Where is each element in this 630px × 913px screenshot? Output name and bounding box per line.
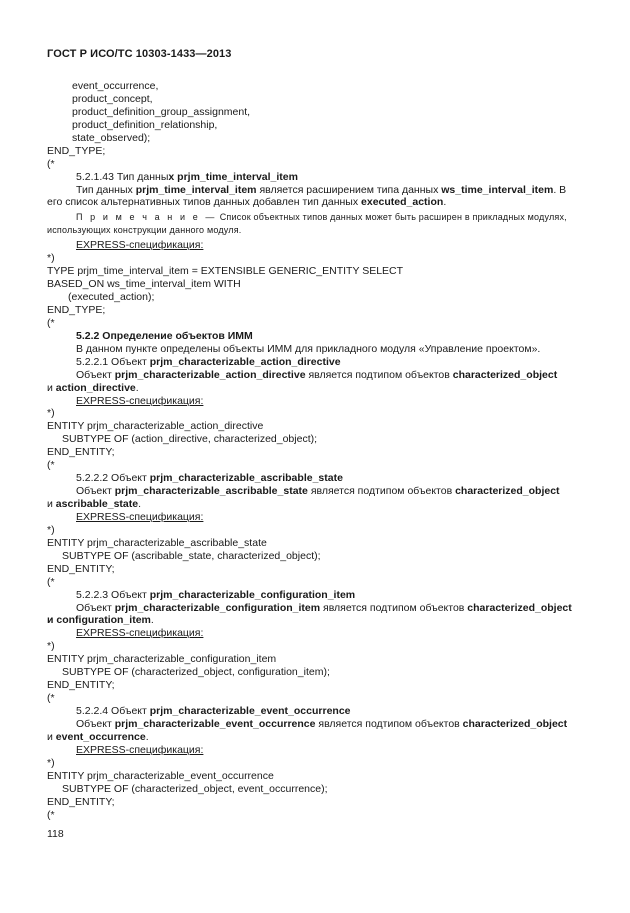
entity-description: Объект prjm_characterizable_action_directive является подтипом объектов characterized_object [76,368,558,381]
comment-open: (* [47,692,55,705]
code-line: SUBTYPE OF (ascribable_state, characterized_object); [62,549,321,562]
entity-description-cont: и event_occurrence. [47,730,149,743]
comment-open: (* [47,459,55,472]
end-type: END_TYPE; [47,144,106,157]
entity-heading: 5.2.2.2 Объект prjm_characterizable_ascribable_state [76,472,343,485]
end-entity: END_ENTITY; [47,679,115,692]
entity-description: Объект prjm_characterizable_configuration_item является подтипом объектов characterized_object [76,601,572,614]
comment-close: *) [47,407,55,420]
entity-description-cont: и ascribable_state. [47,498,142,510]
code-line: TYPE prjm_time_interval_item = EXTENSIBLE GENERIC_ENTITY SELECT [47,265,404,278]
entity-heading: 5.2.2.4 Объект prjm_characterizable_event_occurrence [76,705,351,717]
comment-open: (* [47,808,55,821]
code-line: SUBTYPE OF (characterized_object, configuration_item); [62,666,330,679]
code-line: (executed_action); [68,291,155,303]
entity-description: Объект prjm_characterizable_event_occurrence является подтипом объектов characterized_object [76,717,568,730]
comment-close: *) [47,640,55,653]
entity-description-cont: и action_directive. [47,381,139,394]
comment-open: (* [47,575,55,588]
code-line: SUBTYPE OF (action_directive, characterized_object); [62,433,318,446]
list-item: state_observed); [72,131,151,144]
paragraph: его список альтернативных типов данных добавлен тип данных executed_action. [47,196,447,209]
express-spec-label: EXPRESS-спецификация: [76,510,204,523]
entity-heading: 5.2.2.3 Объект prjm_characterizable_configuration_item [76,588,356,601]
entity-description-cont: и configuration_item. [47,614,154,627]
comment-open: (* [47,157,55,170]
end-entity: END_ENTITY; [47,446,115,459]
list-item: product_definition_group_assignment, [72,105,251,118]
end-entity: END_ENTITY; [47,562,115,575]
code-line: ENTITY prjm_characterizable_action_directive [47,420,264,433]
comment-close: *) [47,756,55,769]
entity-heading: 5.2.2.1 Объект prjm_characterizable_action_directive [76,355,341,368]
comment-close: *) [47,252,55,265]
express-spec-label: EXPRESS-спецификация: [76,239,204,252]
comment-close: *) [47,523,55,536]
express-spec-label: EXPRESS-спецификация: [76,394,204,407]
paragraph: В данном пункте определены объекты ИММ для прикладного модуля «Управление проектом». [76,342,541,355]
express-spec-label: EXPRESS-спецификация: [76,627,204,640]
note: П р и м е ч а н и е — Список объектных типов данных может быть расширен в прикладных модулях, [76,212,567,223]
comment-open: (* [47,316,55,329]
code-line: ENTITY prjm_characterizable_event_occurrence [47,769,274,782]
code-line: SUBTYPE OF (characterized_object, event_occurrence); [62,782,328,795]
code-line: ENTITY prjm_characterizable_ascribable_state [47,536,267,549]
paragraph: Тип данных prjm_time_interval_item является расширением типа данных ws_time_interval_item. В [76,183,567,196]
page-number: 118 [47,828,64,840]
page-header: ГОСТ Р ИСО/ТС 10303-1433—2013 [47,48,232,60]
section-heading-5-2-1-43: 5.2.1.43 Тип данных prjm_time_interval_item [76,170,298,183]
code-line: BASED_ON ws_time_interval_item WITH [47,278,241,291]
end-entity: END_ENTITY; [47,795,115,808]
section-heading-5-2-2: 5.2.2 Определение объектов ИММ [76,329,253,342]
code-line: ENTITY prjm_characterizable_configuration_item [47,653,277,666]
end-type: END_TYPE; [47,303,106,316]
note-continuation: использующих конструкции данного модуля. [47,225,242,236]
list-item: product_concept, [72,92,153,105]
page-content [47,80,587,821]
list-item: product_definition_relationship, [72,118,218,131]
list-item: event_occurrence, [72,80,159,92]
express-spec-label: EXPRESS-спецификация: [76,743,204,756]
entity-description: Объект prjm_characterizable_ascribable_state является подтипом объектов characterized_object [76,485,560,498]
